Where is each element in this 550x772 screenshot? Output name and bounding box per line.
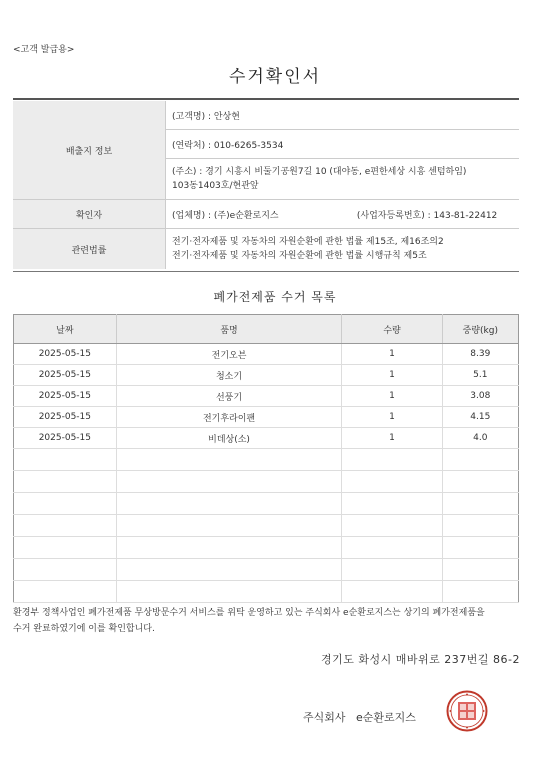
title-divider (13, 98, 519, 100)
empty-cell (442, 559, 518, 581)
empty-row (14, 449, 519, 471)
cell-qty: 1 (342, 365, 442, 386)
cell-weight: 3.08 (442, 386, 518, 407)
cell-qty: 1 (342, 344, 442, 365)
empty-cell (14, 559, 117, 581)
cell-item: 전기후라이팬 (116, 407, 342, 428)
address-cell (166, 159, 520, 200)
info-bottom-divider (13, 271, 519, 272)
page-title: 수거확인서 (228, 67, 322, 87)
empty-row (14, 471, 519, 493)
empty-cell (116, 559, 342, 581)
cell-item: 비데상(소) (116, 428, 342, 449)
cell-item: 선풍기 (116, 386, 342, 407)
empty-cell (442, 449, 518, 471)
empty-row (14, 537, 519, 559)
list-title: 폐가전제품 수거 목록 (213, 290, 337, 304)
empty-row (14, 559, 519, 581)
copy-tag: <고객 발급용> (13, 45, 75, 55)
cell-date: 2025-05-15 (14, 365, 117, 386)
empty-cell (116, 493, 342, 515)
cell-date: 2025-05-15 (14, 386, 117, 407)
cell-weight: 4.15 (442, 407, 518, 428)
company-address: 경기도 화성시 매바위로 237번길 86-2 (321, 653, 520, 666)
header-date: 날짜 (14, 315, 117, 344)
empty-cell (116, 449, 342, 471)
info-table (13, 101, 519, 269)
table-row (14, 407, 519, 428)
law-line-2: 전기·전자제품 및 자동차의 자원순환에 관한 법률 시행규칙 제5조 (172, 251, 427, 261)
confirmer-cell (166, 200, 520, 229)
cell-qty: 1 (342, 386, 442, 407)
customer-contact: (연락처) : 010-6265-3534 (166, 130, 520, 159)
items-body (14, 344, 519, 603)
confirmation-notice (13, 605, 533, 637)
cell-item: 전기오븐 (116, 344, 342, 365)
empty-cell (116, 581, 342, 603)
law-row (13, 229, 519, 270)
empty-cell (14, 449, 117, 471)
address-line-2: 103동1403호/현관앞 (172, 181, 259, 191)
empty-cell (14, 515, 117, 537)
empty-cell (442, 493, 518, 515)
law-label: 관련법률 (13, 229, 166, 270)
cell-qty: 1 (342, 428, 442, 449)
confirmer-label: 확인자 (13, 200, 166, 229)
cell-weight: 4.0 (442, 428, 518, 449)
header-weight: 중량(kg) (442, 315, 518, 344)
items-header-row (14, 315, 519, 344)
cell-date: 2025-05-15 (14, 407, 117, 428)
empty-cell (342, 493, 442, 515)
company-name: (업체명) : (주)e순환로지스 (172, 210, 279, 221)
empty-cell (442, 581, 518, 603)
header-item: 품명 (116, 315, 342, 344)
empty-cell (342, 581, 442, 603)
notice-line-2: 수거 완료하였기에 이를 확인합니다. (13, 624, 155, 634)
cell-date: 2025-05-15 (14, 344, 117, 365)
customer-name: (고객명) : 안상현 (166, 101, 520, 130)
empty-cell (14, 471, 117, 493)
table-row (14, 344, 519, 365)
table-row (14, 386, 519, 407)
empty-cell (442, 515, 518, 537)
notice-line-1: 환경부 정책사업인 폐가전제품 무상방문수거 서비스를 위탁 운영하고 있는 주식회사 e순환로지스는 상기의 폐가전제품을 (13, 608, 485, 618)
law-cell (166, 229, 520, 270)
empty-cell (14, 581, 117, 603)
empty-cell (342, 515, 442, 537)
table-row (14, 428, 519, 449)
address-line-1: (주소) : 경기 시흥시 비둘기공원7길 10 (대야동, e편한세상 시흥 센텀하임) (172, 167, 467, 177)
cell-weight: 5.1 (442, 365, 518, 386)
empty-cell (116, 471, 342, 493)
items-table (13, 314, 519, 603)
confirmer-row (13, 200, 519, 229)
empty-cell (116, 515, 342, 537)
company-seal-icon (446, 690, 488, 732)
empty-row (14, 493, 519, 515)
cell-qty: 1 (342, 407, 442, 428)
law-line-1: 전기·전자제품 및 자동차의 자원순환에 관한 법률 제15조, 제16조의2 (172, 237, 444, 247)
shipper-label: 배출지 정보 (13, 101, 166, 200)
header-qty: 수량 (342, 315, 442, 344)
empty-row (14, 515, 519, 537)
customer-row (13, 101, 519, 130)
empty-cell (14, 537, 117, 559)
empty-cell (442, 471, 518, 493)
empty-cell (342, 471, 442, 493)
cell-item: 청소기 (116, 365, 342, 386)
table-row (14, 365, 519, 386)
empty-cell (442, 537, 518, 559)
empty-cell (342, 537, 442, 559)
empty-cell (116, 537, 342, 559)
empty-cell (14, 493, 117, 515)
business-number: (사업자등록번호) : 143-81-22412 (356, 210, 498, 221)
cell-date: 2025-05-15 (14, 428, 117, 449)
empty-cell (342, 449, 442, 471)
empty-cell (342, 559, 442, 581)
company-signature: 주식회사 e순환로지스 (303, 711, 416, 724)
cell-weight: 8.39 (442, 344, 518, 365)
empty-row (14, 581, 519, 603)
